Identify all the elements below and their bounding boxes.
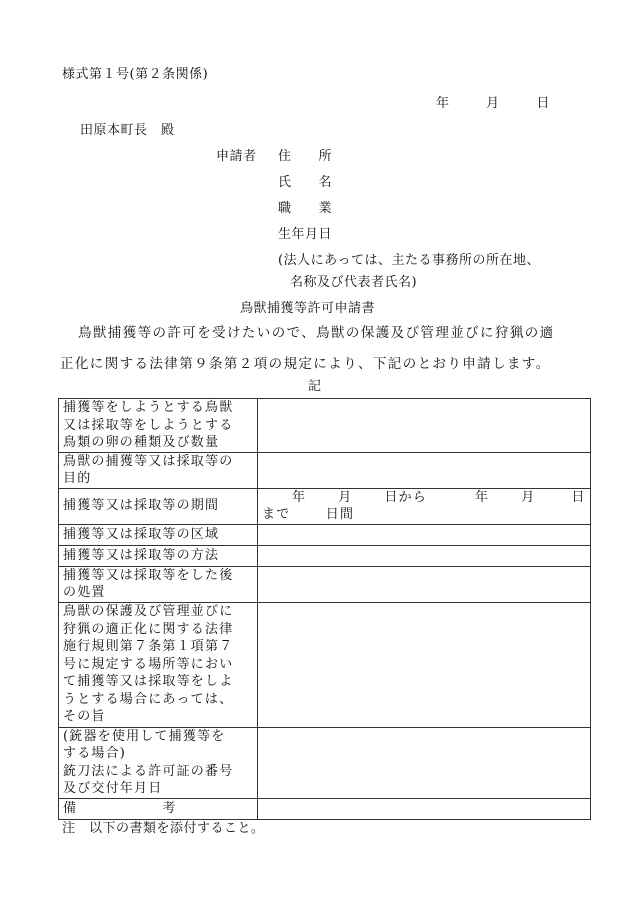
label-period: 捕獲等又は採取等の期間	[59, 488, 258, 524]
addressee: 田原本町長 殿	[80, 123, 175, 138]
date-year: 年	[436, 96, 450, 111]
intro-line-2: 正化に関する法律第９条第２項の規定により、下記のとおり申請します。	[60, 356, 551, 372]
label-area: 捕獲等又は採取等の区域	[59, 524, 258, 545]
corporate-note-1: (法人にあっては、主たる事務所の所在地、	[278, 253, 540, 268]
value-purpose[interactable]	[258, 452, 591, 488]
label-method: 捕獲等又は採取等の方法	[59, 545, 258, 566]
value-area[interactable]	[258, 524, 591, 545]
field-birthdate: 生年月日	[278, 227, 333, 242]
table-row	[59, 452, 591, 488]
value-species[interactable]	[258, 399, 591, 453]
field-occupation: 職 業	[278, 201, 333, 216]
intro-text	[62, 318, 582, 380]
value-remarks[interactable]	[258, 798, 591, 819]
label-remarks: 備 考	[59, 798, 258, 819]
ki-label: 記	[308, 379, 322, 394]
label-special-place: 鳥獣の保護及び管理並びに 狩猟の適正化に関する法律 施行規則第７条第１項第７ 号に規定する場所等におい て捕獲等又は採取等をしよ うとする場合にあっては、 その旨	[59, 602, 258, 727]
date-line	[436, 95, 550, 113]
table-row	[59, 798, 591, 819]
applicant-label: 申請者	[216, 149, 257, 164]
field-address: 住 所	[278, 149, 333, 164]
table-row	[59, 545, 591, 566]
document-title: 鳥獣捕獲等許可申請書	[240, 301, 376, 316]
date-day: 日	[536, 96, 550, 111]
corporate-note-2: 名称及び代表者氏名)	[290, 275, 418, 290]
value-method[interactable]	[258, 545, 591, 566]
table-row	[59, 399, 591, 453]
table-row	[59, 602, 591, 727]
value-special-place[interactable]	[258, 602, 591, 727]
field-name: 氏 名	[278, 175, 333, 190]
label-species: 捕獲等をしようとする鳥獣 又は採取等をしようとする 鳥類の卵の種類及び数量	[59, 399, 258, 453]
intro-line-1: 鳥獣捕獲等の許可を受けたいので、鳥獣の保護及び管理並びに狩猟の適	[78, 325, 555, 341]
value-disposal[interactable]	[258, 566, 591, 602]
label-purpose: 鳥獣の捕獲等又は採取等の 目的	[59, 452, 258, 488]
label-disposal: 捕獲等又は採取等をした後 の処置	[59, 566, 258, 602]
label-firearm-license: (銃器を使用して捕獲等を する場合) 銃刀法による許可証の番号 及び交付年月日	[59, 727, 258, 798]
value-period[interactable]: 年 月 日から 年 月 日 まで 日間	[258, 488, 591, 524]
table-row	[59, 727, 591, 798]
table-row	[59, 524, 591, 545]
application-table	[58, 398, 591, 820]
table-row	[59, 566, 591, 602]
table-row	[59, 488, 591, 524]
date-month: 月	[486, 96, 500, 111]
value-firearm-license[interactable]	[258, 727, 591, 798]
form-number: 様式第１号(第２条関係)	[62, 67, 209, 82]
footnote: 注 以下の書類を添付すること。	[62, 821, 265, 836]
